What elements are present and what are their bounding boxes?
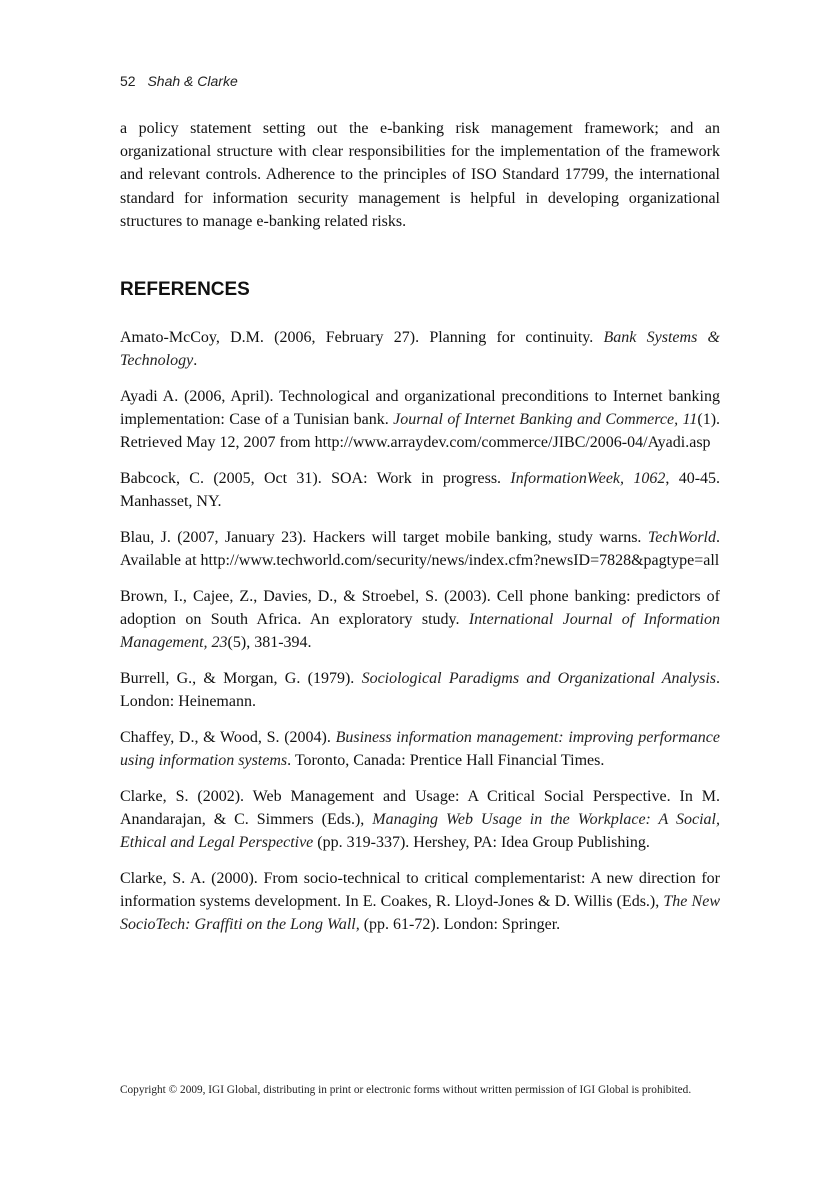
reference-item [120, 326, 720, 372]
reference-text: Clarke, S. (2002). Web Management and Usage: A Critical Social Perspective. In M. Anandarajan, & C. Simmers (Eds.), [120, 787, 720, 828]
body-paragraph: a policy statement setting out the e-banking risk management framework; and an organizational structure with clear responsibilities for the implementation of the framework and relevant controls. Adherence to the principles of ISO Standard 17799, the international standard for information security management is helpful in developing organizational structures to manage e-banking related risks. [120, 120, 720, 230]
reference-source: The New SocioTech: Graffiti on the Long Wall, [120, 893, 720, 934]
reference-details: , 40-45. Manhasset, NY. [120, 470, 721, 511]
reference-item [120, 585, 720, 655]
reference-details: (pp. 61-72). London: Springer. [359, 916, 561, 934]
reference-text: Ayadi A. (2006, April). Technological and organizational preconditions to Internet banking implementation: Case of a Tunisian bank. [120, 387, 720, 429]
reference-details: . London: Heinemann. [120, 669, 720, 711]
reference-details: . Toronto, Canada: Prentice Hall Financial Times. [287, 752, 605, 770]
reference-item [120, 726, 720, 772]
reference-source: International Journal of Information Management, 23 [120, 611, 720, 652]
running-head-authors: Shah & Clarke [147, 73, 238, 89]
reference-source: Sociological Paradigms and Organizational Analysis [361, 669, 716, 687]
reference-source: TechWorld [647, 528, 716, 546]
reference-item [120, 526, 720, 572]
reference-details: . Available at http://www.techworld.com/security/news/index.cfm?newsID=7828&pagtype=all [120, 528, 720, 570]
running-head [120, 73, 238, 89]
reference-details: (1). Retrieved May 12, 2007 from http://www.arraydev.com/commerce/JIBC/2006-04/Ayadi.asp [120, 411, 721, 452]
page-number: 52 [120, 73, 136, 89]
reference-item [120, 785, 720, 855]
reference-details: (5), 381-394. [227, 634, 312, 652]
reference-details: (pp. 319-337). Hershey, PA: Idea Group Publishing. [313, 834, 650, 852]
section-heading: REFERENCES [120, 279, 250, 300]
reference-text: Babcock, C. (2005, Oct 31). SOA: Work in progress. [120, 470, 511, 488]
reference-item [120, 667, 720, 713]
copyright-footer: Copyright © 2009, IGI Global, distributing in print or electronic forms without written permission of IGI Global is prohibited. [120, 1084, 692, 1096]
reference-details: . [193, 352, 198, 370]
references-list [120, 326, 720, 949]
reference-text: Brown, I., Cajee, Z., Davies, D., & Stroebel, S. (2003). Cell phone banking: predictors of adoption on South Africa. An exploratory study. [120, 587, 720, 629]
reference-text: Clarke, S. A. (2000). From socio-technical to critical complementarist: A new direction for information systems development. In E. Coakes, R. Lloyd-Jones & D. Willis (Eds.), [120, 869, 720, 911]
reference-item [120, 467, 720, 513]
reference-source: InformationWeek, 1062 [510, 470, 666, 488]
reference-source: Business information management: improving performance using information systems [120, 728, 720, 770]
reference-item [120, 385, 720, 455]
reference-text: Chaffey, D., & Wood, S. (2004). [120, 728, 336, 746]
reference-text: Amato-McCoy, D.M. (2006, February 27). Planning for continuity. [120, 329, 604, 346]
reference-text: Blau, J. (2007, January 23). Hackers will target mobile banking, study warns. [120, 528, 648, 546]
reference-source: Managing Web Usage in the Workplace: A Social, Ethical and Legal Perspective [120, 810, 720, 852]
reference-text: Burrell, G., & Morgan, G. (1979). [120, 669, 362, 687]
reference-source: Journal of Internet Banking and Commerce, 11 [393, 411, 698, 429]
reference-source: Bank Systems & Technology [120, 329, 720, 370]
reference-item [120, 867, 720, 937]
